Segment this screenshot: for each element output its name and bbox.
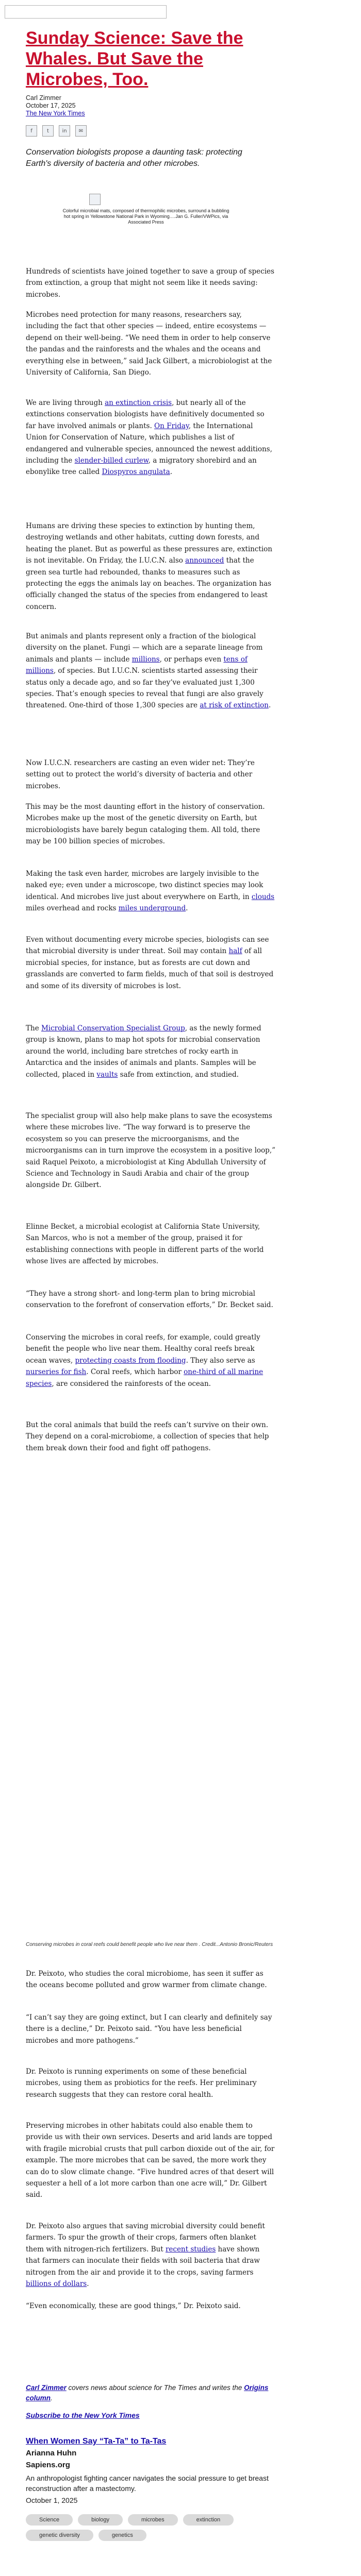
paragraph: The specialist group will also help make plans to save the ecosystems where these microbes live. “The way forward is to preserve the ecosystem so you can preserve the microorganisms, and the microorganisms can in turn improve the ecosystem in a positive loop,” said Raquel Peixoto, a microbiologist at King Abdullah University of Science and Technology in Saudi Arabia and chair of the group alongside Dr. Gilbert. [26, 1112, 275, 1190]
paragraph: But animals and plants represent only a fraction of the biological diversity on the planet. Fungi — which are a separate lineage from animals and plants — include millions, or perhaps even tens of millions, of species. But I.U.C.N. scientists started assessing their status only a decade ago, and so far they’ve evaluated just 1,300 species. That’s enough species to reveal that fungi are also gravely threatened. One-third of those 1,300 species are at risk of extinction. [26, 632, 271, 710]
paragraph: Dr. Peixoto, who studies the coral microbiome, has seen it suffer as the oceans become polluted and grow warmer from climate change. [26, 1970, 267, 1990]
diospyros-link[interactable]: Diospyros angulata [102, 468, 170, 477]
paragraph: But the coral animals that build the reefs can’t survive on their own. They depend on a coral-microbiome, a collection of species that help them break down their food and fight off pathogens. [26, 1421, 269, 1452]
specialist-group-link[interactable]: Microbial Conservation Specialist Group [41, 1024, 185, 1032]
paragraph: This may be the most daunting effort in the history of conservation. Microbes make up the most of the genetic diversity on Earth, but microbiologists have barely begun cataloging them. All told, there may be 100 billion species of microbes. [26, 803, 265, 846]
author-bio: Carl Zimmer covers news about science for The Times and writes the Origins column. [26, 2384, 269, 2402]
article-summary: Conservation biologists propose a daunting task: protecting Earth's diversity of bacteria and other microbes. [26, 148, 242, 168]
paragraph: The Microbial Conservation Specialist Group, as the newly formed group is known, plans to map hot spots for microbial conservation around the world, including bare stretches of rocky earth in Antarctica and the insides of animals and plants. Samples will be collected, placed in vaults safe from extinction, and studied. [26, 1024, 261, 1079]
paragraph: Preserving microbes in other habitats could also enable them to provide us with their own services. Deserts and arid lands are topped with fragile microbial crusts that pull carbon dioxide out of the air, for example. The more microbes that can be saved, the more work they can do to slow climate change. “Five hundred acres of that desert will sequester a hell of a lot more carbon than one acre will,” Dr. Gilbert said. [26, 2122, 275, 2199]
publish-date: October 17, 2025 [26, 102, 76, 109]
paragraph: Humans are driving these species to extinction by hunting them, destroying wetlands and other habitats, cutting down forests, and heating the planet. But as powerful as these pressures are, extinction is not inevitable. On Friday, the I.U.C.N. also announced that the green sea turtle had rebounded, thanks to measures such as protecting the eggs the animals lay on beaches. The organization has officially changed the status of the species from endangered to least concern. [26, 522, 272, 611]
inline-image-caption: Conserving microbes in coral reefs could benefit people who live near them . Credit...Antonio Bronic/Reuters [26, 1942, 273, 1947]
image-caption: Colorful microbial mats, composed of thermophilic microbes, surround a bubbling hot spring in Yellowstone National Park in Wyoming.…Jan G. Fuller/VWPics, via Associated Press [62, 208, 229, 225]
related-article-title[interactable]: When Women Say “Ta-Ta” to Ta-Tas [26, 2437, 167, 2446]
paragraph: Conserving the microbes in coral reefs, for example, could greatly benefit the people who live near them. Healthy coral reefs break ocean waves, protecting coasts from flooding. They also serve as nurseries for fish. Coral reefs, which harbor one-third of all marine species, are considered the rainforests of the ocean. [26, 1333, 264, 1388]
twitter-icon[interactable]: t [42, 125, 54, 137]
share-icons [26, 125, 87, 137]
tag-chip[interactable]: biology [78, 2514, 123, 2526]
extinction-crisis-link[interactable]: an extinction crisis [105, 399, 172, 407]
linkedin-icon[interactable]: in [59, 125, 70, 137]
paragraph: “They have a strong short- and long-term plan to bring microbial conservation to the forefront of conservation efforts,” Dr. Becket said. [26, 1290, 273, 1310]
email-icon[interactable]: ✉ [75, 125, 87, 137]
tag-chip[interactable]: extinction [183, 2514, 234, 2526]
related-date: October 1, 2025 [26, 2496, 78, 2504]
recent-studies-link[interactable]: recent studies [165, 2245, 216, 2253]
paragraph: Making the task even harder, microbes are largely invisible to the naked eye; even under a microscope, two distinct species may look identical. And microbes live just about everywhere on Earth, in clouds miles overhead and rocks miles underground. [26, 870, 275, 913]
miles-underground-link[interactable]: miles underground [118, 904, 186, 913]
paragraph: “I can’t say they are going extinct, but I can clearly and definitely say there is a decline,” Dr. Peixoto said. “You have less beneficial microbes and more pathogens.” [26, 2013, 272, 2045]
email-header-bar [5, 5, 167, 19]
half-link[interactable]: half [228, 947, 242, 956]
article-figure [61, 194, 231, 230]
tag-chip[interactable]: genetic diversity [26, 2530, 93, 2541]
vaults-link[interactable]: vaults [96, 1070, 118, 1079]
on-friday-link[interactable]: On Friday [154, 421, 189, 430]
publication-link[interactable]: The New York Times [26, 110, 85, 117]
related-author: Arianna Huhn [26, 2449, 77, 2458]
paragraph: Now I.U.C.N. researchers are casting an even wider net: They’re setting out to protect the world’s diversity of bacteria and other microbes. [26, 759, 255, 790]
tag-chip[interactable]: Science [26, 2514, 73, 2526]
paragraph: Microbes need protection for many reasons, researchers say, including the fact that other species — indeed, entire ecosystems — depend on their well-being. “We need them in order to help conserve the pandas and the rainforests and the whales and the oceans and everything else in between,” said Jack Gilbert, a microbiologist at the University of California, San Diego. [26, 311, 272, 377]
paragraph: Dr. Peixoto is running experiments on some of these beneficial microbes, using them as probiotics for the reefs. Her preliminary research suggests that they can restore coral health. [26, 2067, 257, 2099]
author-name: Carl Zimmer [26, 94, 61, 101]
announced-link[interactable]: announced [185, 556, 224, 565]
millions-link[interactable]: millions [132, 655, 160, 664]
tag-chip[interactable]: microbes [128, 2514, 178, 2526]
related-source: Sapiens.org [26, 2461, 70, 2469]
paragraph: Dr. Peixoto also argues that saving microbial diversity could benefit farmers. To spur the growth of their crops, farmers often blanket them with nitrogen-rich fertilizers. But recent studies have shown that farmers can inoculate their fields with soil bacteria that draw nitrogen from the air and provide it to the crops, saving farmers billions of dollars. [26, 2222, 265, 2289]
paragraph: We are living through an extinction crisis, but nearly all of the extinctions conservation biologists have definitively documented so far have involved animals or plants. On Friday, the International Union for Conservation of Nature, which publishes a list of endangered and vulnerable species, announced the newest additions, including the slender-billed curlew, a migratory shorebird and an ebonylike tree called Diospyros angulata. [26, 399, 272, 477]
paragraph: Even without documenting every microbe species, biologists can see that microbial diversity is under threat. Soil may contain half of all microbial species, for instance, but as forests are cut down and grasslands are converted to farm fields, much of that soil is destroyed and some of its diversity of microbes is lost. [26, 936, 274, 990]
tag-list [26, 2514, 253, 2541]
byline [26, 94, 180, 117]
tag-chip[interactable]: genetics [99, 2530, 146, 2541]
facebook-icon[interactable]: f [26, 125, 37, 137]
tens-of-millions-link[interactable]: tens of millions [26, 655, 248, 675]
author-bio-link[interactable]: Carl Zimmer [26, 2384, 67, 2392]
subscribe-link[interactable]: Subscribe to the New York Times [26, 2411, 140, 2419]
marine-species-link[interactable]: one-third of all marine species [26, 1368, 264, 1388]
paragraph: “Even economically, these are good things,” Dr. Peixoto said. [26, 2302, 241, 2310]
nurseries-link[interactable]: nurseries for fish [26, 1368, 87, 1377]
related-description: An anthropologist fighting cancer navigates the social pressure to get breast reconstruction after a mastectomy. [26, 2474, 269, 2493]
article-title[interactable]: Sunday Science: Save the Whales. But Save the Microbes, Too. [26, 28, 243, 89]
clouds-link[interactable]: clouds [251, 892, 275, 901]
paragraph: Elinne Becket, a microbial ecologist at California State University, San Marcos, who is not a member of the group, praised it for establishing connections with people in different parts of the world whose lives are affected by microbes. [26, 1223, 264, 1266]
article-image [89, 194, 101, 205]
curlew-link[interactable]: slender-billed curlew [74, 456, 149, 465]
paragraph: Hundreds of scientists have joined together to save a group of species from extinction, a group that might not seem like it needs saving: microbes. [26, 267, 274, 299]
risk-of-extinction-link[interactable]: at risk of extinction [200, 701, 269, 710]
origins-column-link[interactable]: Origins column [26, 2384, 269, 2402]
protecting-coasts-link[interactable]: protecting coasts from flooding [75, 1356, 186, 1365]
billions-of-dollars-link[interactable]: billions of dollars [26, 2280, 87, 2289]
